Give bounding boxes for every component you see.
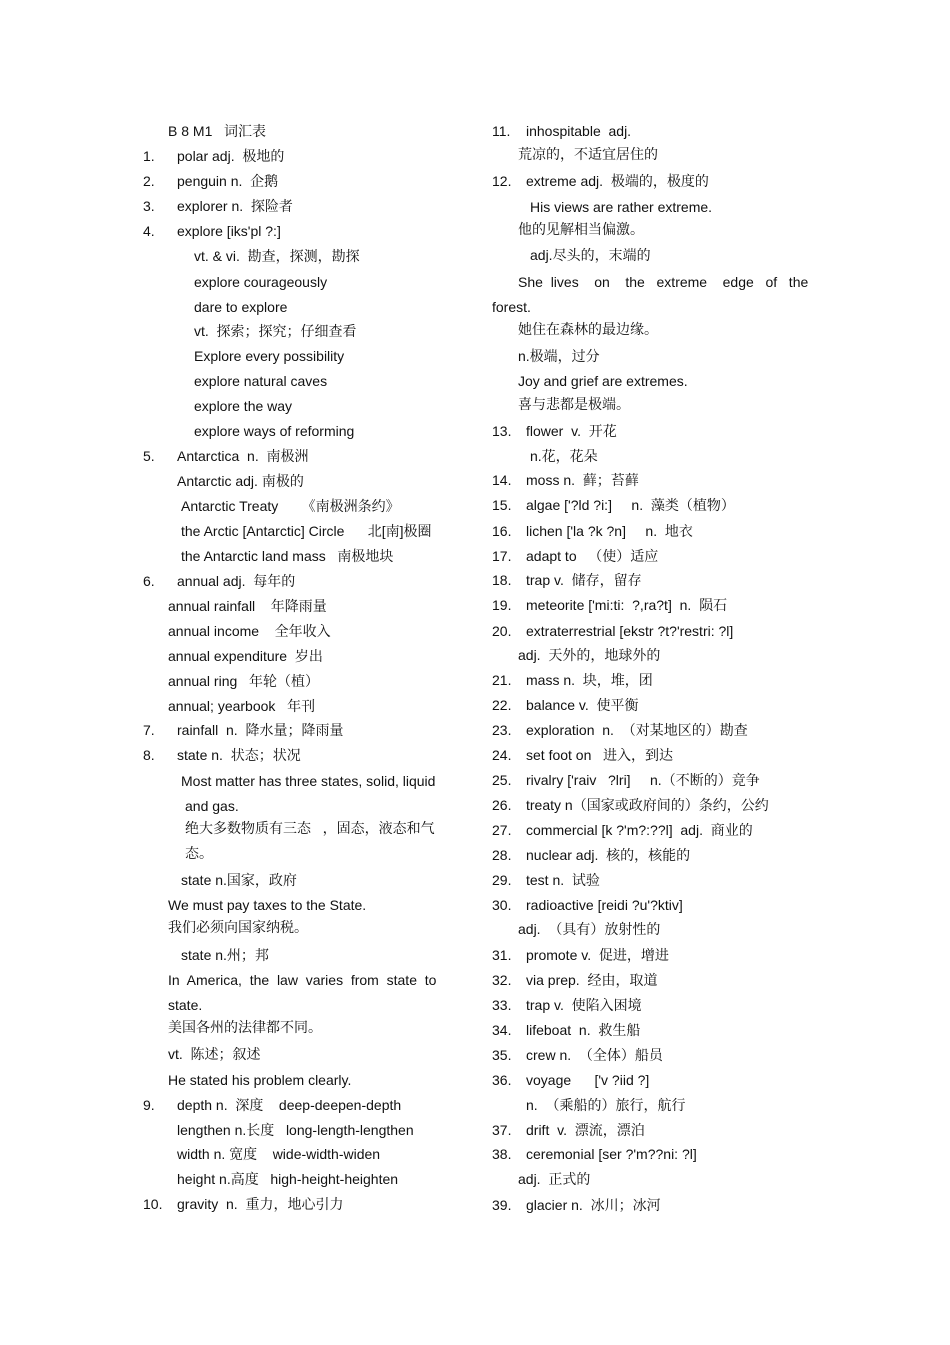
entry-number: 14. xyxy=(492,472,512,488)
entry-number: 28. xyxy=(492,847,512,863)
entry-text: promote v. 促进，增进 xyxy=(526,947,669,963)
entry-line: Antarctic Treaty 《南极洲条约》 xyxy=(181,498,400,514)
entry-line: 她住在森林的最边缘。 xyxy=(518,321,658,337)
entry-number: 21. xyxy=(492,672,512,688)
entry-line: lengthen n.长度 long-length-lengthen xyxy=(177,1122,414,1138)
entry-line: state n.州；邦 xyxy=(181,947,269,963)
entry-text: gravity n. 重力，地心引力 xyxy=(177,1196,344,1212)
entry-text: extraterrestrial [ekstr ?t?'restri: ?l] xyxy=(526,623,734,639)
entry-line: dare to explore xyxy=(194,299,288,315)
entry-line: the Arctic [Antarctic] Circle 北[南]极圈 xyxy=(181,523,432,539)
entry-number: 1. xyxy=(143,148,155,164)
entry-number: 37. xyxy=(492,1122,512,1138)
entry-line: Joy and grief are extremes. xyxy=(518,373,688,389)
entry-line: Antarctic adj. 南极的 xyxy=(177,473,304,489)
entry-line: annual rainfall 年降雨量 xyxy=(168,598,327,614)
entry-line: explore natural caves xyxy=(194,373,328,389)
entry-line: 荒凉的，不适宜居住的 xyxy=(518,146,658,162)
entry-line: n. （乘船的）旅行，航行 xyxy=(526,1097,686,1113)
entry-number: 8. xyxy=(143,747,155,763)
entry-text: algae ['?ld ?i:] n. 藻类（植物） xyxy=(526,497,735,513)
entry-number: 29. xyxy=(492,872,512,888)
entry-text: ceremonial [ser ?'m??ni: ?l] xyxy=(526,1146,697,1162)
entry-text: via prep. 经由，取道 xyxy=(526,972,658,988)
entry-number: 12. xyxy=(492,173,512,189)
entry-line: She lives on the extreme edge of the xyxy=(518,274,809,290)
entry-text: depth n. 深度 deep-deepen-depth xyxy=(177,1097,402,1113)
entry-number: 26. xyxy=(492,797,512,813)
entry-text: commercial [k ?'m?:??l] adj. 商业的 xyxy=(526,822,753,838)
entry-number: 7. xyxy=(143,722,155,738)
entry-text: lichen ['la ?k ?n] n. 地衣 xyxy=(526,523,693,539)
entry-line: adj. 正式的 xyxy=(518,1171,591,1187)
entry-text: meteorite ['mi:ti: ?,ra?t] n. 陨石 xyxy=(526,597,728,613)
entry-number: 39. xyxy=(492,1197,512,1213)
entry-line: state n.国家，政府 xyxy=(181,872,297,888)
entry-text: glacier n. 冰川；冰河 xyxy=(526,1197,661,1213)
entry-line: Explore every possibility xyxy=(194,348,345,364)
entry-number: 31. xyxy=(492,947,512,963)
entry-text: mass n. 块，堆，团 xyxy=(526,672,653,688)
entry-number: 27. xyxy=(492,822,512,838)
entry-text: rainfall n. 降水量；降雨量 xyxy=(177,722,344,738)
entry-line: explore courageously xyxy=(194,274,328,290)
entry-text: rivalry ['raiv ?lri] n.（不断的）竞争 xyxy=(526,772,760,788)
entry-number: 15. xyxy=(492,497,512,513)
entry-number: 19. xyxy=(492,597,512,613)
entry-number: 25. xyxy=(492,772,512,788)
entry-text: trap v. 使陷入困境 xyxy=(526,997,642,1013)
entry-text: explore [iks'pl ?:] xyxy=(177,223,281,239)
entry-number: 38. xyxy=(492,1146,512,1162)
entry-number: 5. xyxy=(143,448,155,464)
entry-line: and gas. xyxy=(185,798,239,814)
entry-number: 34. xyxy=(492,1022,512,1038)
entry-text: flower v. 开花 xyxy=(526,423,617,439)
entry-text: polar adj. 极地的 xyxy=(177,148,285,164)
entry-number: 33. xyxy=(492,997,512,1013)
entry-number: 36. xyxy=(492,1072,512,1088)
entry-number: 20. xyxy=(492,623,512,639)
entry-text: balance v. 使平衡 xyxy=(526,697,639,713)
entry-line: We must pay taxes to the State. xyxy=(168,897,367,913)
entry-text: adapt to （使）适应 xyxy=(526,548,659,564)
entry-line: 美国各州的法律都不同。 xyxy=(168,1019,322,1035)
entry-text: trap v. 储存，留存 xyxy=(526,572,642,588)
entry-number: 9. xyxy=(143,1097,155,1113)
entry-line: vt. & vi. 勘查，探测，勘探 xyxy=(194,248,360,264)
entry-number: 24. xyxy=(492,747,512,763)
entry-line: explore the way xyxy=(194,398,293,414)
entry-text: set foot on 进入，到达 xyxy=(526,747,674,763)
entry-line: annual ring 年轮（植） xyxy=(168,673,319,689)
entry-line: state. xyxy=(168,997,203,1013)
entry-line: 喜与悲都是极端。 xyxy=(518,396,630,412)
entry-line: annual expenditure 岁出 xyxy=(168,648,323,664)
page-title: B 8 M1 词汇表 xyxy=(168,123,267,139)
entry-number: 6. xyxy=(143,573,155,589)
entry-line: He stated his problem clearly. xyxy=(168,1072,352,1088)
entry-text: state n. 状态；状况 xyxy=(177,747,301,763)
entry-line: Most matter has three states, solid, liquid xyxy=(181,773,436,789)
entry-number: 30. xyxy=(492,897,512,913)
entry-line: n.花，花朵 xyxy=(530,448,598,464)
entry-line: 绝大多数物质有三态 ，固态，液态和气 xyxy=(185,820,435,836)
entry-number: 32. xyxy=(492,972,512,988)
entry-text: inhospitable adj. xyxy=(526,123,632,139)
entry-text: test n. 试验 xyxy=(526,872,600,888)
entry-line: width n. 宽度 wide-width-widen xyxy=(177,1146,381,1162)
entry-text: moss n. 藓；苔藓 xyxy=(526,472,639,488)
entry-number: 16. xyxy=(492,523,512,539)
entry-line: annual income 全年收入 xyxy=(168,623,331,639)
entry-text: crew n. （全体）船员 xyxy=(526,1047,663,1063)
entry-line: height n.高度 high-height-heighten xyxy=(177,1171,399,1187)
entry-number: 3. xyxy=(143,198,155,214)
entry-text: explorer n. 探险者 xyxy=(177,198,293,214)
entry-line: In America, the law varies from state to xyxy=(168,972,437,988)
entry-text: nuclear adj. 核的，核能的 xyxy=(526,847,691,863)
entry-text: exploration n. （对某地区的）勘查 xyxy=(526,722,748,738)
entry-line: adj. 天外的，地球外的 xyxy=(518,647,661,663)
entry-line: forest. xyxy=(492,299,531,315)
entry-text: annual adj. 每年的 xyxy=(177,573,296,589)
entry-number: 13. xyxy=(492,423,512,439)
entry-text: extreme adj. 极端的，极度的 xyxy=(526,173,709,189)
entry-text: treaty n（国家或政府间的）条约，公约 xyxy=(526,797,769,813)
entry-line: 我们必须向国家纳税。 xyxy=(168,919,308,935)
entry-line: 他的见解相当偏激。 xyxy=(518,221,644,237)
entry-number: 10. xyxy=(143,1196,163,1212)
entry-text: voyage ['v ?iid ?] xyxy=(526,1072,650,1088)
entry-number: 11. xyxy=(492,123,511,139)
entry-number: 23. xyxy=(492,722,512,738)
entry-line: the Antarctic land mass 南极地块 xyxy=(181,548,394,564)
entry-text: lifeboat n. 救生船 xyxy=(526,1022,641,1038)
entry-number: 18. xyxy=(492,572,512,588)
entry-line: explore ways of reforming xyxy=(194,423,355,439)
entry-text: penguin n. 企鹅 xyxy=(177,173,279,189)
entry-number: 35. xyxy=(492,1047,512,1063)
entry-number: 17. xyxy=(492,548,512,564)
entry-line: adj.尽头的，末端的 xyxy=(530,247,651,263)
entry-line: n.极端，过分 xyxy=(518,348,600,364)
entry-line: annual; yearbook 年刊 xyxy=(168,698,316,714)
entry-number: 2. xyxy=(143,173,155,189)
entry-line: 态。 xyxy=(185,845,213,861)
entry-line: vt. 陈述；叙述 xyxy=(168,1046,261,1062)
entry-number: 22. xyxy=(492,697,512,713)
entry-line: vt. 探索；探究；仔细查看 xyxy=(194,323,357,339)
entry-number: 4. xyxy=(143,223,155,239)
entry-text: drift v. 漂流，漂泊 xyxy=(526,1122,645,1138)
entry-text: Antarctica n. 南极洲 xyxy=(177,448,309,464)
entry-line: adj. （具有）放射性的 xyxy=(518,921,661,937)
entry-text: radioactive [reidi ?u'?ktiv] xyxy=(526,897,683,913)
entry-line: His views are rather extreme. xyxy=(530,199,713,215)
